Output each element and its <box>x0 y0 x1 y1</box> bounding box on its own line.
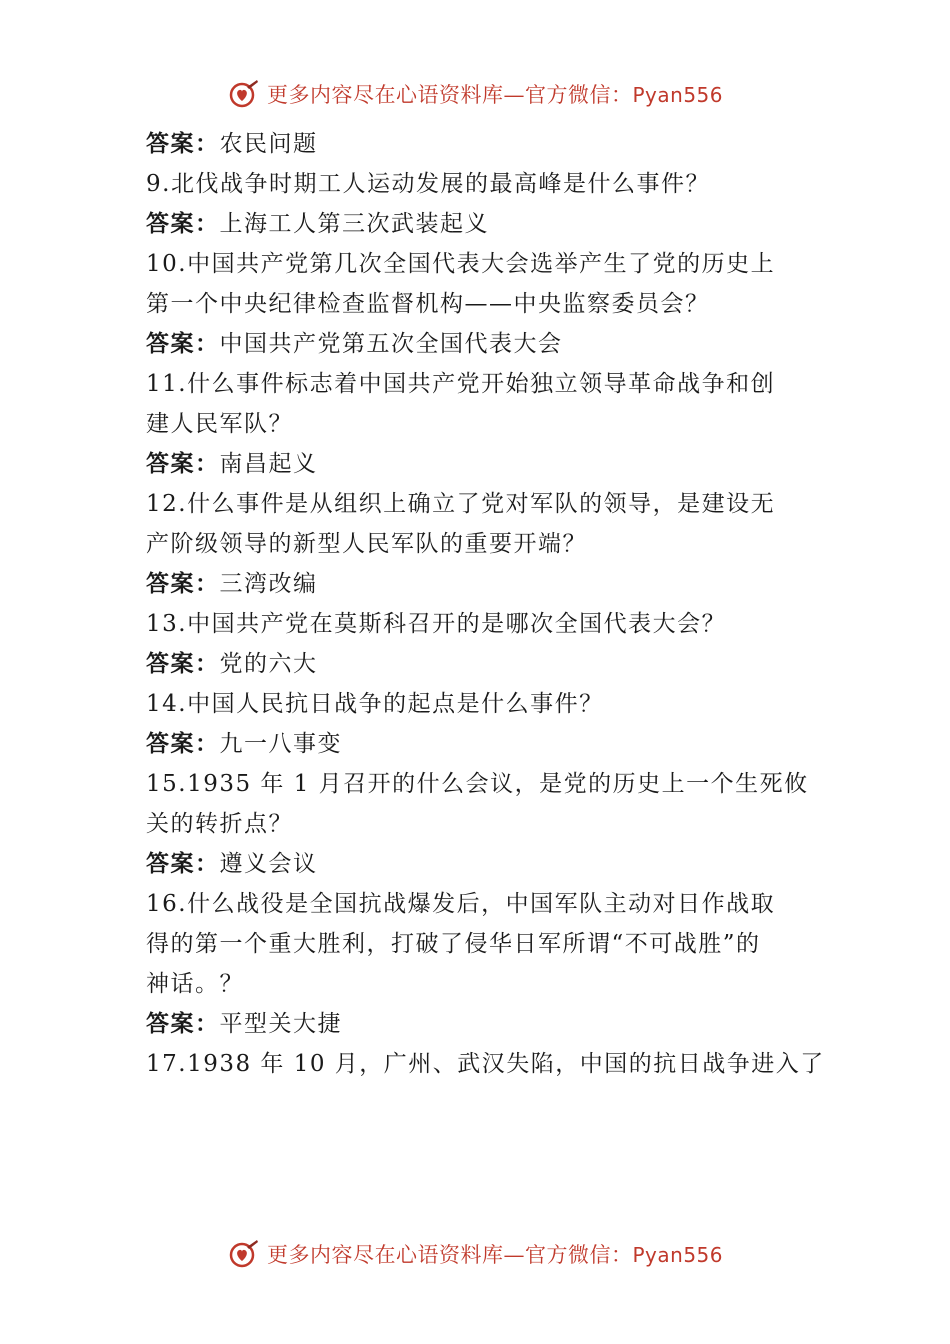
question-line: 10.中国共产党第几次全国代表大会选举产生了党的历史上 <box>146 251 776 277</box>
answer-text: 三湾改编 <box>219 571 318 597</box>
answer-line <box>146 564 816 604</box>
question-line: 得的第一个重大胜利，打破了侵华日军所谓“不可战胜”的 <box>146 931 761 957</box>
question-line: 建人民军队？ <box>146 411 293 437</box>
answer-label: 答案： <box>146 131 220 157</box>
answer-line <box>146 844 816 884</box>
question-line: 15.1935 年 1 月召开的什么会议，是党的历史上一个生死攸 <box>146 771 809 797</box>
answer-text: 农民问题 <box>219 131 318 157</box>
answer-label: 答案： <box>146 851 220 877</box>
answer-text: 遵义会议 <box>219 851 318 877</box>
answer-line <box>146 1004 816 1044</box>
question-line: 11.什么事件标志着中国共产党开始独立领导革命战争和创 <box>146 371 776 397</box>
answer-label: 答案： <box>146 571 220 597</box>
header-watermark <box>0 72 950 116</box>
answer-line <box>146 724 816 764</box>
question-line: 13.中国共产党在莫斯科召开的是哪次全国代表大会？ <box>146 611 727 637</box>
question-line: 产阶级领导的新型人民军队的重要开端？ <box>146 531 587 557</box>
watermark-text: 更多内容尽在心语资料库—官方微信：Pyan556 <box>266 83 723 107</box>
question-line: 第一个中央纪律检查监督机构——中央监察委员会？ <box>146 291 710 317</box>
answer-text: 九一八事变 <box>219 731 342 757</box>
answer-label: 答案： <box>146 731 220 757</box>
pen-heart-logo-icon <box>227 77 261 111</box>
answer-label: 答案： <box>146 211 220 237</box>
question-line: 14.中国人民抗日战争的起点是什么事件？ <box>146 691 604 717</box>
question-line: 9.北伐战争时期工人运动发展的最高峰是什么事件？ <box>146 171 710 197</box>
pen-heart-logo-icon <box>227 1237 261 1271</box>
answer-text: 平型关大捷 <box>219 1011 342 1037</box>
answer-line <box>146 444 816 484</box>
answer-line <box>146 124 816 164</box>
answer-line <box>146 324 816 364</box>
qa-content <box>146 124 825 1084</box>
answer-text: 上海工人第三次武装起义 <box>219 211 489 237</box>
answer-text: 中国共产党第五次全国代表大会 <box>219 331 563 357</box>
question-line: 神话。？ <box>146 971 244 997</box>
question-line: 12.什么事件是从组织上确立了党对军队的领导，是建设无 <box>146 491 776 517</box>
answer-label: 答案： <box>146 331 220 357</box>
question-line: 关的转折点？ <box>146 811 293 837</box>
answer-label: 答案： <box>146 1011 220 1037</box>
answer-line <box>146 644 816 684</box>
answer-text: 党的六大 <box>219 651 318 677</box>
answer-line <box>146 204 816 244</box>
answer-label: 答案： <box>146 651 220 677</box>
question-line: 17.1938 年 10 月，广州、武汉失陷，中国的抗日战争进入了 <box>146 1051 825 1077</box>
watermark-text: 更多内容尽在心语资料库—官方微信：Pyan556 <box>266 1243 723 1267</box>
question-line: 16.什么战役是全国抗战爆发后，中国军队主动对日作战取 <box>146 891 776 917</box>
answer-text: 南昌起义 <box>219 451 318 477</box>
answer-label: 答案： <box>146 451 220 477</box>
footer-watermark <box>0 1232 950 1276</box>
